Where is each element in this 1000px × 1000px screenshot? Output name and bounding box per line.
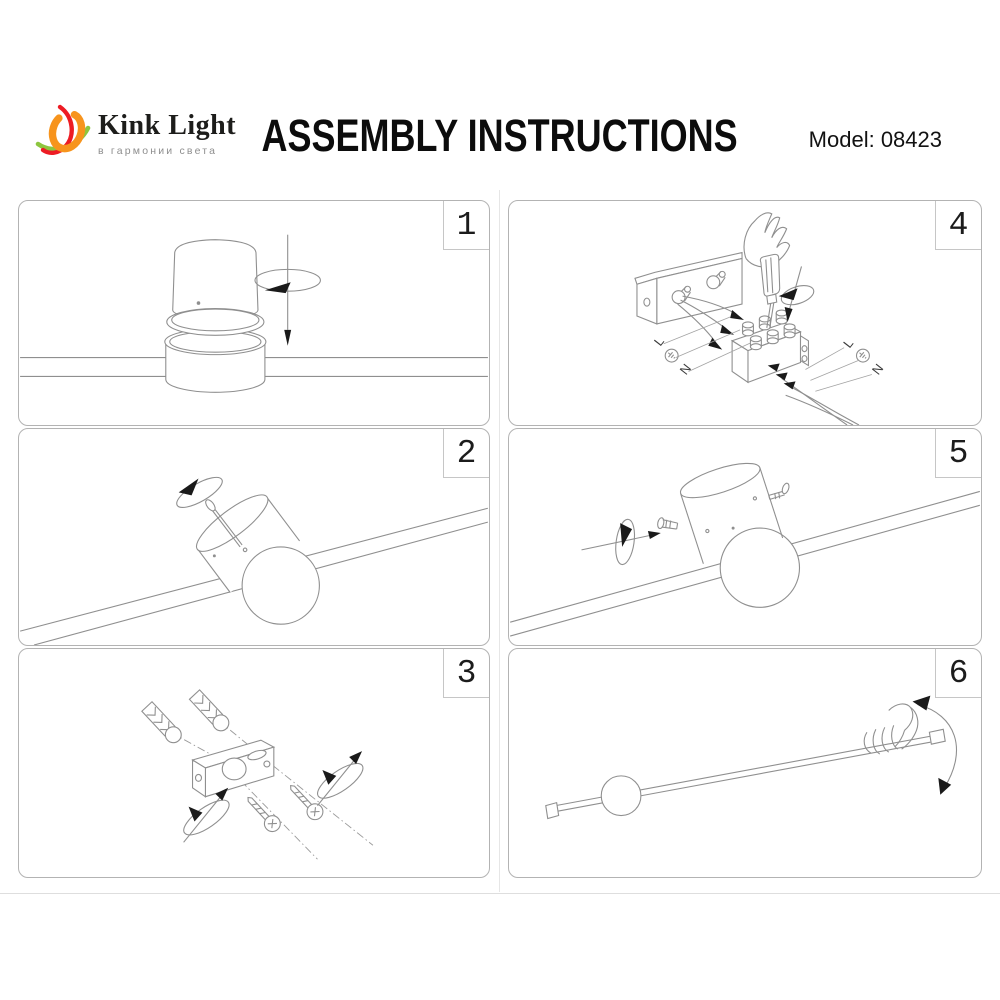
step3-illustration: [19, 649, 489, 877]
wire-label-neutral-right: N: [868, 360, 887, 378]
step-panel-4: [508, 200, 982, 426]
earth-symbol-icon: [857, 349, 870, 362]
step-number-badge: [443, 429, 489, 478]
page-bottom-edge: [0, 893, 1000, 894]
step-number: 3: [456, 654, 477, 692]
step4-illustration: [509, 201, 981, 425]
step-number-badge: [935, 201, 981, 250]
model-number: Model: 08423: [808, 127, 942, 152]
step-panel-2: [18, 428, 490, 646]
screw-icon: [242, 792, 283, 835]
screw-icon: [657, 517, 678, 529]
screw-icon: [769, 482, 791, 499]
step-number: 2: [456, 434, 477, 472]
column-divider-line: [499, 190, 500, 892]
wall-plug-icon: [189, 689, 232, 734]
step-panel-1: [18, 200, 490, 426]
step-number: 4: [948, 206, 969, 244]
wire-label-neutral-left: N: [676, 360, 695, 378]
wall-plug-icon: [141, 701, 184, 746]
step-number-badge: [935, 429, 981, 478]
step1-illustration: [19, 201, 489, 425]
step-number-badge: [935, 649, 981, 698]
wire-label-live-left: L: [650, 333, 668, 349]
step-panel-6: [508, 648, 982, 878]
step-number: 1: [456, 206, 477, 244]
step2-illustration: [19, 429, 489, 645]
step-panel-5: [508, 428, 982, 646]
step-number: 6: [948, 654, 969, 692]
step-panel-3: [18, 648, 490, 878]
page-title: ASSEMBLY INSTRUCTIONS: [261, 110, 739, 161]
brand-tagline: в гармонии света: [98, 145, 218, 157]
earth-symbol-icon: [665, 349, 678, 362]
step-number-badge: [443, 201, 489, 250]
step6-illustration: [509, 649, 981, 877]
wire-label-live-right: L: [840, 335, 857, 351]
step-number: 5: [948, 434, 969, 472]
step-number-badge: [443, 649, 489, 698]
brand-name: Kink Light: [98, 110, 237, 141]
step5-illustration: [509, 429, 981, 645]
